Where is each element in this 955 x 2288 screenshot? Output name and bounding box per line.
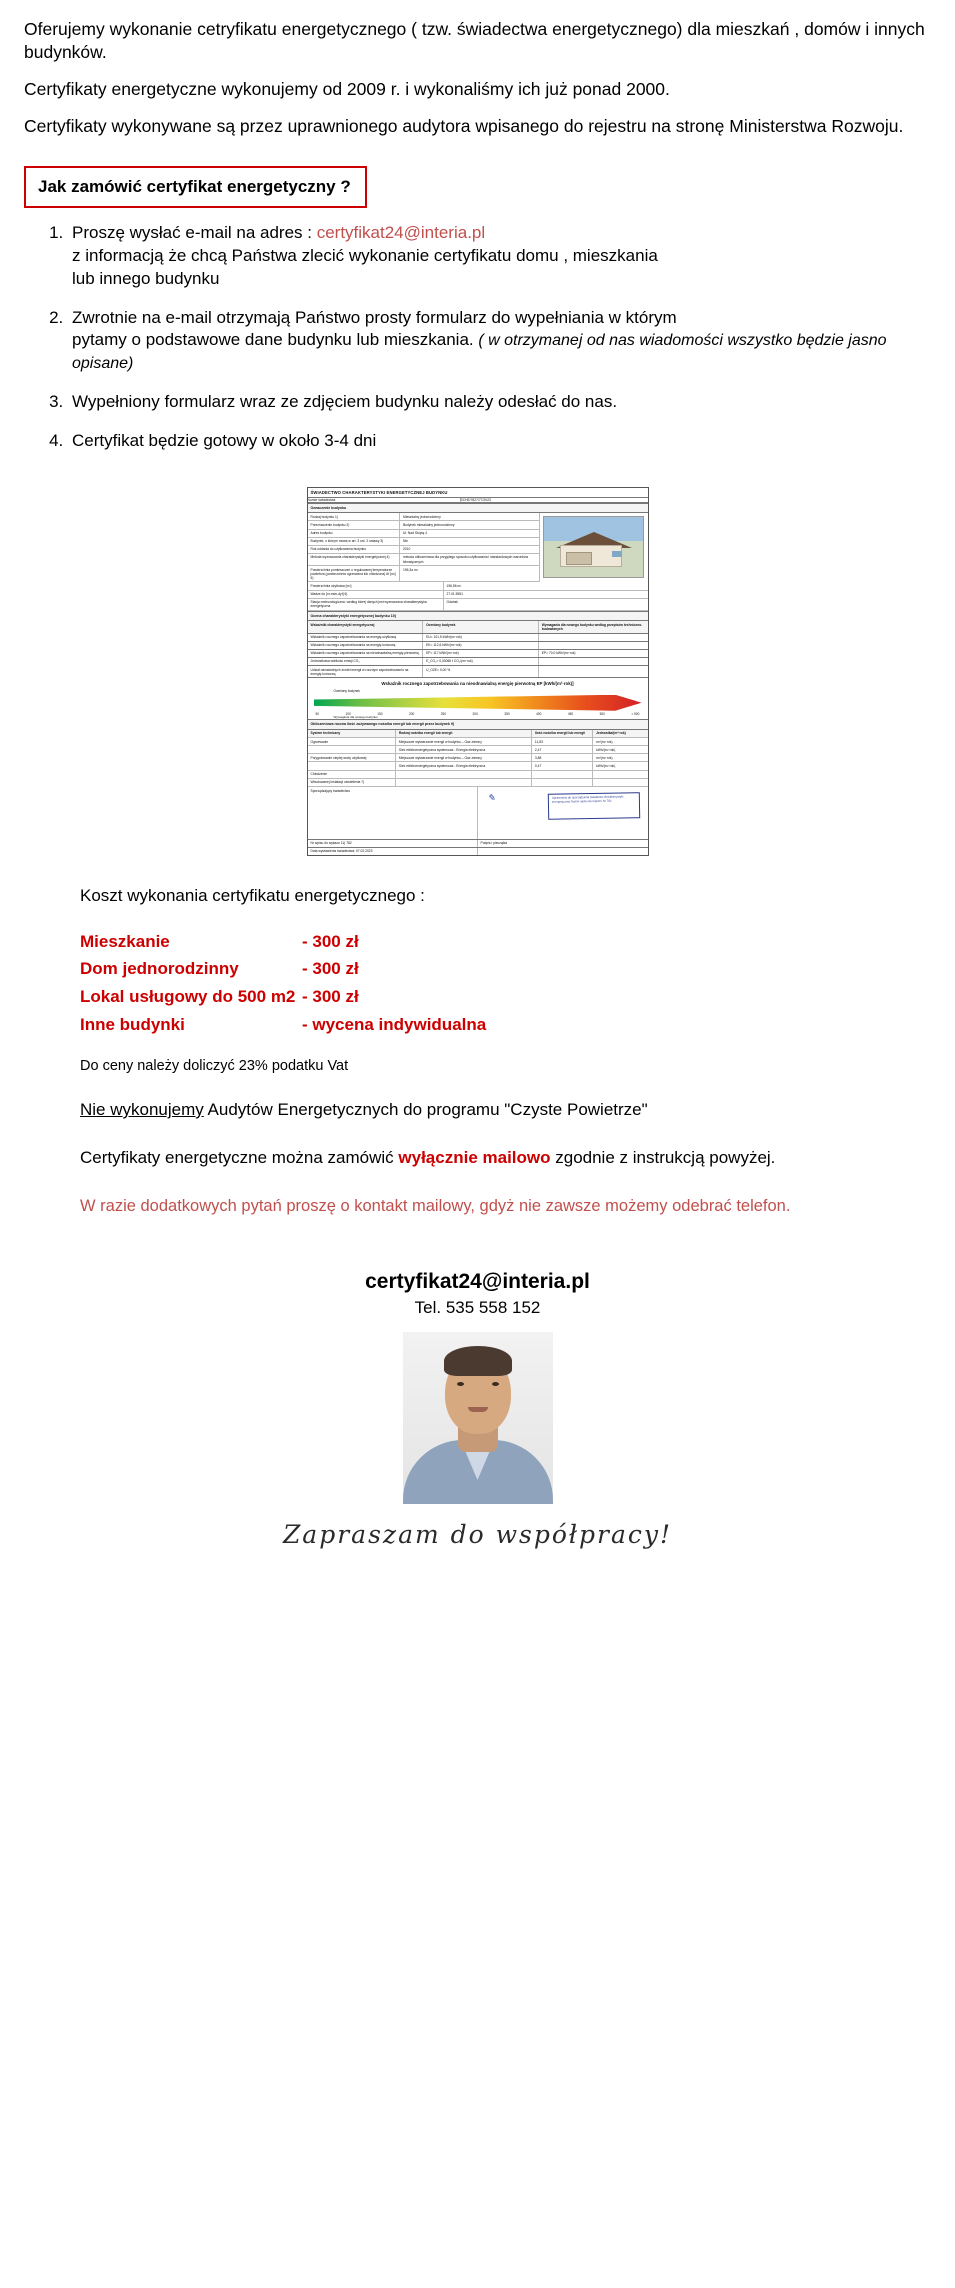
official-stamp: Uprawniony do sporządzania świadectw charakterystyki energetycznej Numer wpisu do rejestru Nr 782 [547, 792, 639, 820]
certificate-photo-cell [539, 513, 648, 582]
certificate-date-row [308, 847, 648, 855]
cost-heading: Koszt wykonania certyfikatu energetycznego : [80, 885, 425, 905]
cert-row-label: Wadze do [nr-ewn-dyf] 6) [308, 591, 444, 598]
ep-tick: 350 [504, 711, 510, 716]
ep-scale-subject: Oceniany budynek [333, 688, 360, 693]
cert-row-value: Ul. Nad Stupią 4 [402, 531, 427, 536]
tech-table-row: Ogrzewanie Miejscowe wytwarzanie energii w budynku – Gaz ziemny 11,83 m³/(m²·rok) [308, 738, 648, 746]
ep-color-scale [314, 695, 642, 711]
ep-tick: 300 [472, 711, 478, 716]
tech-head-1: System techniczny [308, 730, 396, 737]
certificate-top-block [308, 513, 648, 582]
cert-row [308, 566, 539, 582]
cert-row-label: Stacja meteorologiczna, według której danych jest wyznaczana charakterystyka energetyczna [308, 599, 444, 610]
handwritten-closing: Zapraszam do współpracy! [282, 1519, 673, 1549]
cert-row [308, 538, 539, 546]
price-list [80, 928, 931, 1038]
assessment-head-3: Wymagania dla nowego budynku według przepisów techniczno-budowlanych [541, 622, 643, 631]
step-2-text: pytamy o podstawowe dane budynku lub mieszkania. [72, 330, 479, 350]
cert-row [308, 546, 539, 554]
cert-row-value: Gdańsk [446, 600, 458, 605]
footer-email[interactable]: certyfikat24@interia.pl [365, 1269, 590, 1293]
issuer-cell [308, 787, 478, 839]
step-1-email[interactable]: certyfikat24@interia.pl [316, 223, 486, 243]
assessment-row: Wskaźnik rocznego zapotrzebowania na nieodnawialną energię pierwotną EP= 117 kWh/(m²·rok) EP= 70,0 kWh/(m²·rok) [308, 650, 648, 658]
step-1-line-3: lub innego budynku [72, 268, 220, 288]
cert-row [308, 591, 648, 599]
vat-note: Do ceny należy doliczyć 23% podatku Vat [80, 1058, 349, 1075]
price-label: Lokal usługowy do 500 m2 [80, 987, 296, 1007]
issuer-label: Sporządzający świadectwo [310, 788, 351, 793]
ep-tick: 200 [409, 711, 415, 716]
cert-row [308, 513, 539, 521]
step-2-line-2 [72, 329, 931, 375]
handwritten-signature: ✎ [486, 793, 496, 804]
tech-table-row: Sieć elektroenergetyczna systemowa - Energia elektryczna 2,47 kWh/(m²·rok) [308, 746, 648, 754]
steps-list [24, 222, 931, 452]
tech-head-4: Jednostka/(m²·rok) [596, 731, 626, 736]
building-photo [543, 516, 645, 578]
cert-row-label: Rodzaj budynku 1) [308, 513, 400, 520]
certificate-number-value: SCHE/7827/77/2023 [460, 497, 491, 502]
cert-row-value: Mieszkalny jednorodzinny [402, 514, 441, 519]
cert-row-value: Budynek mieszkalny jednorodzinny [402, 522, 455, 527]
tech-section-title: Obliczeniowa roczna ilość zużywanego nośnika energii lub energii przez budynek 9) [308, 719, 648, 729]
ep-tick: 500 [599, 711, 605, 716]
price-value: - 300 zł [302, 931, 359, 951]
price-value: - 300 zł [302, 987, 359, 1007]
tech-table-row: Sieć elektroenergetyczna systemowa - Energia elektryczna 0,47 kWh/(m²·rok) [308, 762, 648, 770]
cert-row [308, 599, 648, 611]
cert-row-label: Powierzchnia pomieszczeń o regulowanej temperaturze powietrza (powierzchnia ogrzewana lub chłodzona) Af [m²] 5) [308, 566, 400, 581]
certificate-number-label: Numer świadectwa [308, 498, 461, 502]
cert-row [308, 554, 539, 566]
certificate-title: ŚWIADECTWO CHARAKTERYSTYKI ENERGETYCZNEJ BUDYNKU [308, 488, 648, 498]
footer-phone: Tel. 535 558 152 [414, 1297, 541, 1317]
ep-tick: 400 [536, 711, 542, 716]
cert-row-label: Metoda wyznaczania charakterystyki energetycznej 4) [308, 554, 400, 565]
tech-head-2: Rodzaj nośnika energii lub energii [396, 730, 532, 737]
certificate-section-building: Oznaczenie budynku [308, 503, 648, 513]
cert-row-value: 196,3a m² [402, 567, 418, 572]
cert-row-label: Przeznaczenie budynku 2) [308, 521, 400, 528]
issue-date: Data wystawienia świadectwa: 07.02.2023 [308, 848, 478, 855]
tech-table-row: Wbudowanej instalacji oświetlenia 7) [308, 779, 648, 787]
tech-table-header [308, 730, 648, 738]
signature-label: Podpis i pieczątka [480, 841, 508, 846]
price-row [80, 983, 931, 1011]
ep-tick: > 500 [631, 711, 640, 716]
portrait-photo [403, 1332, 553, 1504]
assessment-row: Wskaźnik rocznego zapotrzebowania na energię końcową EK= 112,6 kWh/(m²·rok) [308, 642, 648, 650]
step-3: 3. Wypełniony formularz wraz ze zdjęciem budynku należy odesłać do nas. [68, 391, 931, 414]
ep-tick: 50 [315, 711, 320, 716]
assessment-row: Wskaźnik rocznego zapotrzebowania na energię użytkową EU= 101,5 kWh/(m²·rok) [308, 634, 648, 642]
no-audit-note [80, 1100, 931, 1120]
order-only-note [80, 1146, 880, 1169]
assessment-header [308, 621, 648, 633]
ep-scale-title: Wskaźnik rocznego zapotrzebowania na nieodnawialną energię pierwotną EP [kWh/(m²·rok)] [381, 681, 574, 687]
registry-entry: Nr wpisu do wykazu 11) 782 [308, 840, 478, 847]
signature-cell [478, 787, 648, 839]
price-label: Inne budynki [80, 1014, 185, 1034]
step-2-note: ( w otrzymanej od nas wiadomości wszystko będzie jasno opisane) [72, 332, 887, 373]
assessment-row: Jednostkowa wielkość emisji CO₂ E_CO₂= 0,03066 t CO₂/(m²·rok) [308, 658, 648, 666]
cert-row-value: 196,56 m² [446, 583, 462, 588]
certificate-sample [24, 487, 931, 856]
cert-row [308, 521, 539, 529]
cert-row-value: 27.01.5551 [446, 592, 464, 597]
assessment-head-2: Oceniany budynek [423, 621, 539, 632]
assessment-head-1: Wskaźniki charakterystyki energetycznej [308, 621, 424, 632]
no-audit-rest: Audytów Energetycznych do programu "Czyste Powietrze" [203, 1100, 648, 1120]
cert-row [308, 530, 539, 538]
cert-row-value: Nie [402, 539, 408, 544]
certificate-document [307, 487, 649, 856]
price-label: Dom jednorodzinny [80, 959, 239, 979]
order-emphasis: wyłącznie mailowo [398, 1148, 551, 1168]
cert-row-label: Adres budynku [308, 530, 400, 537]
cert-row-label: Rok oddania do użytkowania budynku [308, 546, 400, 553]
step-4: 4. Certyfikat będzie gotowy w około 3-4 dni [68, 430, 931, 453]
certificate-last-rows [308, 839, 648, 847]
step-2-line-1: Zwrotnie na e-mail otrzymają Państwo prosty formularz do wypełniania w którym [72, 307, 677, 327]
assessment-row: Udział odnawialnych źródeł energii w rocznym zapotrzebowaniu na energię końcową U_OZE= 0,00 % [308, 666, 648, 678]
tech-head-3: Ilość nośnika energii lub energii [532, 730, 593, 737]
price-row [80, 1011, 931, 1039]
contact-note: W razie dodatkowych pytań proszę o kontakt mailowy, gdyż nie zawsze możemy odebrać telefon. [80, 1197, 791, 1216]
step-1-line-2: z informacją że chcą Państwa zlecić wykonanie certyfikatu domu , mieszkania [72, 246, 658, 266]
no-audit-underlined: Nie wykonujemy [80, 1100, 204, 1120]
price-value: - wycena indywidualna [302, 1014, 487, 1034]
certificate-footer [308, 787, 648, 839]
order-text-b: zgodnie z instrukcją powyżej. [550, 1148, 776, 1168]
intro-paragraph-1: Oferujemy wykonanie cetryfikatu energetycznego ( tzw. świadectwa energetycznego) dla mieszkań , domów i innych budynków. [24, 19, 925, 63]
step-2 [68, 307, 931, 375]
footer-contact [24, 1270, 931, 1549]
cert-row-label: Budynek, o którym mowa w art. 3 ust. 2 ustawy 3) [308, 538, 400, 545]
price-row [80, 955, 931, 983]
price-label: Mieszkanie [80, 931, 170, 951]
step-1 [68, 222, 931, 290]
tech-table-row: Chłodzenie [308, 771, 648, 779]
cert-row-value: 2010 [402, 547, 411, 552]
certificate-section-assessment: Ocena charakterystyki energetycznej budynku 10) [308, 611, 648, 621]
cert-row-label: Powierzchnia użytkowa [m²] [308, 582, 444, 589]
cert-row-value: metoda obliczeniowa dla przyjętego sposobu użytkowania i standardowych warunków klimatycznych [402, 555, 529, 564]
intro-paragraph-2: Certyfikaty energetyczne wykonujemy od 2009 r. i wykonaliśmy ich już ponad 2000. [24, 79, 670, 100]
price-row [80, 928, 931, 956]
tech-table-row: Przygotowanie ciepłej wody użytkowej Miejscowe wytwarzanie energii w budynku – Gaz ziemny 3,88 m³/(m²·rok) [308, 754, 648, 762]
intro-paragraph-3: Certyfikaty wykonywane są przez uprawnionego audytora wpisanego do rejestru na stronę Ministerstwa Rozwoju. [24, 116, 904, 137]
ep-tick: 250 [440, 711, 447, 716]
intro-section [24, 18, 931, 138]
certificate-building-rows [308, 513, 539, 582]
ep-scale-note: Wymagania dla nowego budynku [333, 714, 378, 719]
ep-tick: 100 [345, 711, 351, 716]
ep-tick: 150 [377, 711, 383, 716]
step-1-text: Proszę wysłać e-mail na adres : [72, 223, 317, 243]
order-text-a: Certyfikaty energetyczne można zamówić [80, 1148, 399, 1168]
ep-tick: 450 [567, 711, 574, 716]
cert-row [308, 582, 648, 590]
question-box: Jak zamówić certyfikat energetyczny ? [24, 166, 367, 208]
price-value: - 300 zł [302, 959, 359, 979]
